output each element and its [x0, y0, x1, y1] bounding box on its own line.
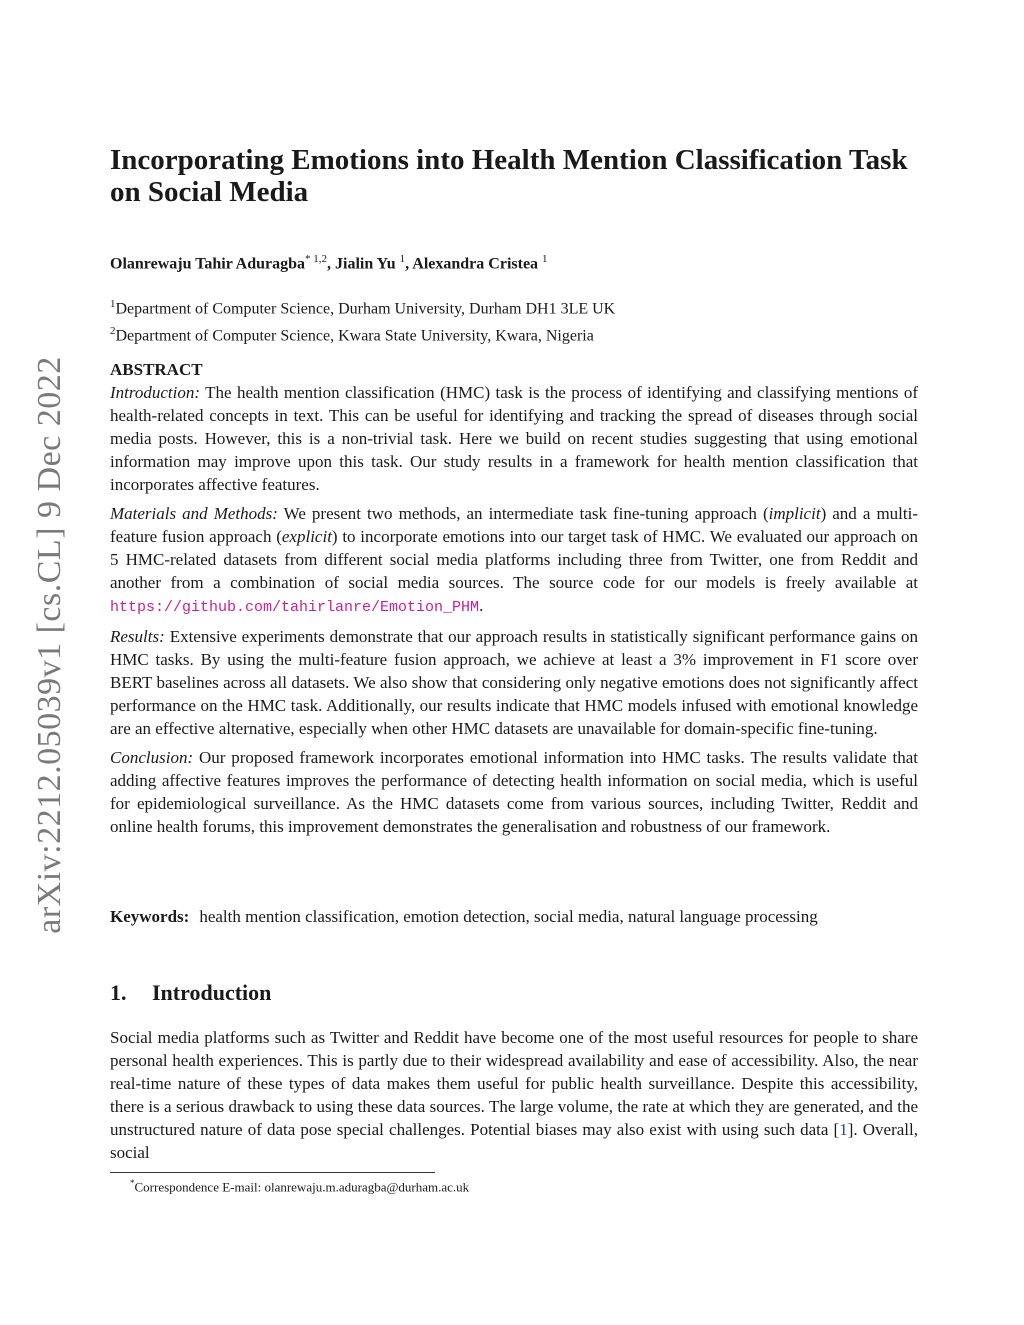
abstract-methods: Materials and Methods: We present two methods, an intermediate task fine-tuning approach (implicit) and a multi-feature fusion approach (explicit) to incorporate emotions into our target task of HMC. We evaluated our approach on 5 HMC-related datasets from different social media platforms including three from Twitter, one from Reddit and another from a combination of social media sources. The source code for our models is freely available at https://github.com/tahirlanre/Emotion_PHM.: [110, 504, 919, 616]
keywords: [110, 905, 918, 928]
keywords-text: health mention classification, emotion detection, social media, natural language processing: [199, 907, 818, 926]
author-superscript: 1: [542, 253, 548, 265]
arxiv-stamp-text: arXiv:2212.05039v1 [cs.CL] 9 Dec 2022: [31, 356, 68, 934]
abstract-section: [110, 359, 918, 844]
author-superscript: * 1,2: [305, 253, 328, 265]
affiliations: [110, 293, 615, 348]
author-name: Jialin Yu: [335, 255, 396, 273]
section-title: Introduction: [152, 980, 272, 1005]
affiliation-line: $^1$Department of Computer Science, Durham University, Durham DH1 3LE UK: [110, 298, 616, 318]
abstract-results: Results: Extensive experiments demonstrate that our approach results in statistically significant performance gains on HMC tasks. By using the multi-feature fusion approach, we achieve at least a 3% improvement in F1 score over BERT baselines across all datasets. We also show that considering only negative emotions does not significantly affect performance on the HMC task. Additionally, our results indicate that HMC models infused with emotional knowledge are an effective alternative, especially when other HMC datasets are unavailable for domain-specific fine-tuning.: [110, 627, 918, 738]
citation-link[interactable]: 1: [839, 1120, 848, 1139]
abstract-introduction: Introduction: The health mention classification (HMC) task is the process of identifying and classifying mentions of health-related concepts in text. This can be useful for identifying and tracking the spread of diseases through social media posts. However, this is a non-trivial task. Here we build on recent studies suggesting that using emotional information may improve upon this task. Our study results in a framework for health mention classification that incorporates affective features.: [110, 383, 918, 494]
affiliation-line: $^2$Department of Computer Science, Kwara State University, Kwara, Nigeria: [110, 325, 594, 345]
footnote-text: Correspondence E-mail: olanrewaju.m.aduragba@durham.ac.uk: [134, 1179, 470, 1195]
footnote-mark: *: [130, 1178, 135, 1188]
source-code-link[interactable]: https://github.com/tahirlanre/Emotion_PHM: [110, 599, 480, 616]
footnote-rule: [110, 1172, 435, 1173]
author-superscript: 1: [399, 253, 406, 265]
section-number: 1.: [110, 980, 127, 1005]
author-list: Olanrewaju Tahir Aduragba$^{* 1,2}$, Jialin Yu $^1$, Alexandra Cristea $^1$: [110, 253, 548, 273]
keywords-label: Keywords:: [110, 907, 190, 926]
abstract-heading: ABSTRACT: [110, 360, 203, 379]
abstract-conclusion: Conclusion: Our proposed framework incorporates emotional information into HMC tasks. The results validate that adding affective features improves the performance of detecting health information on social media, which is useful for epidemiological surveillance. As the HMC datasets come from various sources, including Twitter, Reddit and online health forums, this improvement demonstrates the generalisation and robustness of our framework.: [110, 748, 918, 836]
author-name: Olanrewaju Tahir Aduragba: [110, 255, 306, 273]
intro-paragraph: Social media platforms such as Twitter and Reddit have become one of the most useful resources for people to share personal health experiences. This is partly due to their widespread availability and ease of accessibility. Also, the near real-time nature of these types of data makes them useful for public health surveillance. Despite this accessibility, there is a serious drawback to using these data sources. The large volume, the rate at which they are generated, and the unstructured nature of data pose special challenges. Potential biases may also exist with using such data [1]. Overall, social: [110, 1028, 918, 1162]
section-heading: [110, 980, 271, 1006]
paper-title: Incorporating Emotions into Health Mention Classification Task on Social Media: [110, 144, 908, 208]
author-name: Alexandra Cristea: [412, 255, 539, 273]
footnote: [130, 1178, 469, 1195]
